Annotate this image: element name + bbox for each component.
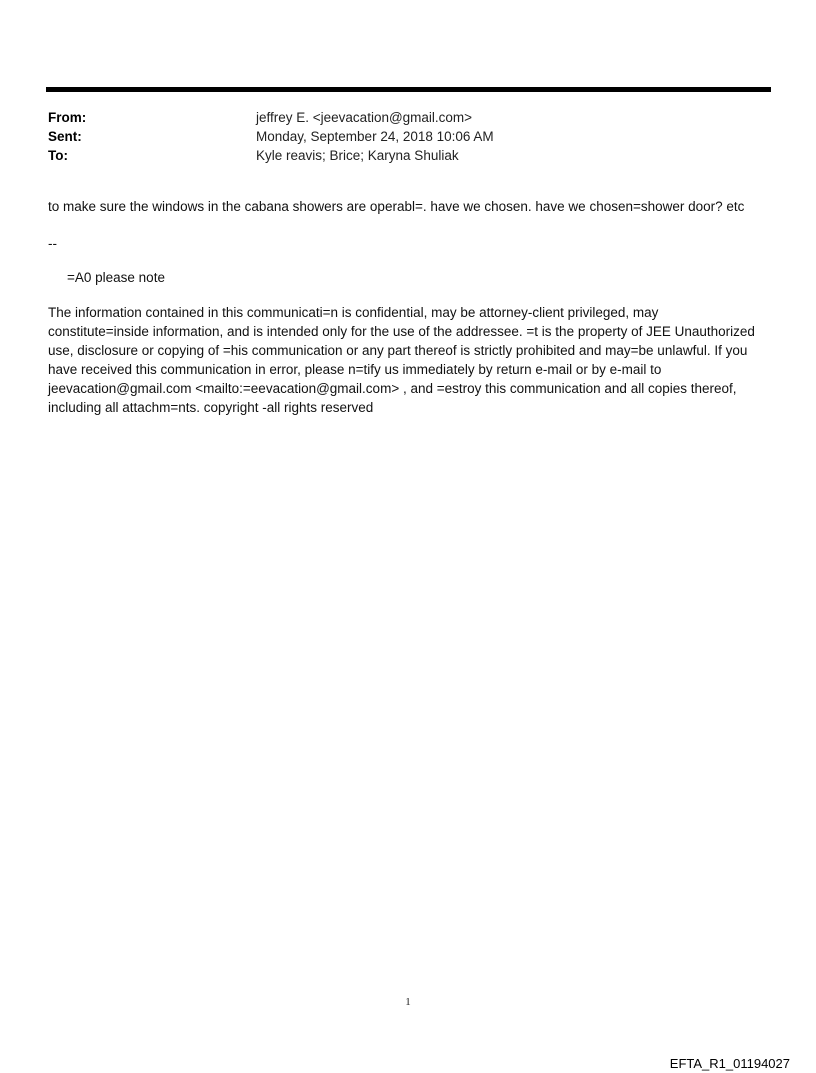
message-body: to make sure the windows in the cabana showers are operabl=. have we chosen. have we chosen=shower door? etc (48, 199, 745, 214)
disclaimer-line: The information contained in this communicati=n is confidential, may be attorney-client privileged, may (48, 305, 659, 320)
header-divider-rule (46, 87, 771, 92)
to-label: To: (48, 148, 68, 163)
sent-row (48, 127, 768, 146)
sent-value: Monday, September 24, 2018 10:06 AM (256, 129, 494, 144)
to-value: Kyle reavis; Brice; Karyna Shuliak (256, 148, 459, 163)
signature-separator: -- (48, 236, 57, 251)
from-label: From: (48, 110, 87, 125)
confidentiality-disclaimer (48, 303, 773, 417)
disclaimer-line: constitute=inside information, and is intended only for the use of the addressee. =t is the property of JEE Unauthorized (48, 324, 755, 339)
document-id: EFTA_R1_01194027 (669, 1056, 790, 1071)
disclaimer-line: have received this communication in error, please n=tify us immediately by return e-mail or by e-mail to (48, 362, 662, 377)
disclaimer-line: including all attachm=nts. copyright -all rights reserved (48, 400, 374, 415)
to-row (48, 146, 768, 165)
from-value: jeffrey E. <jeevacation@gmail.com> (256, 110, 473, 125)
email-header (48, 108, 768, 165)
note-line: =A0 please note (67, 270, 165, 285)
sent-label: Sent: (48, 129, 82, 144)
from-row (48, 108, 768, 127)
page-number: 1 (405, 996, 411, 1008)
disclaimer-line: use, disclosure or copying of =his communication or any part thereof is strictly prohibited and may=be unlawful. If you (48, 343, 748, 358)
disclaimer-line: jeevacation@gmail.com <mailto:=eevacation@gmail.com> , and =estroy this communication and all copies thereof, (48, 381, 737, 396)
